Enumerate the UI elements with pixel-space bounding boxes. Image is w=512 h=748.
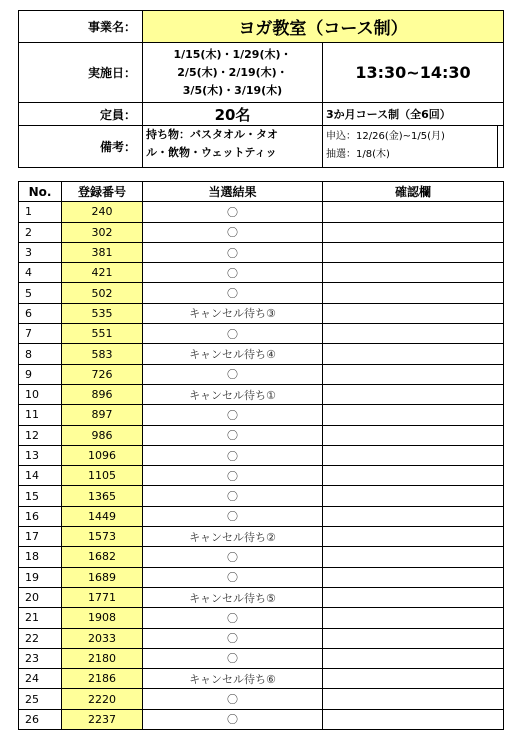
confirmation-cell[interactable]: [323, 303, 504, 323]
table-row: [19, 405, 504, 425]
row-number: 22: [19, 628, 62, 648]
lottery-result: キャンセル待ち②: [143, 527, 323, 547]
confirmation-cell[interactable]: [323, 669, 504, 689]
row-number: 13: [19, 445, 62, 465]
table-row: [19, 547, 504, 567]
table-row: [19, 303, 504, 323]
lottery-result: 〇: [143, 242, 323, 262]
lottery-result: 〇: [143, 364, 323, 384]
confirmation-cell[interactable]: [323, 506, 504, 526]
table-row: [19, 263, 504, 283]
registration-number: 302: [62, 222, 143, 242]
table-body: [19, 202, 504, 730]
confirmation-cell[interactable]: [323, 344, 504, 364]
table-row: [19, 689, 504, 709]
table-row: [19, 587, 504, 607]
col-lottery-result: 当選結果: [143, 182, 323, 202]
label-event-name: 事業名：: [87, 20, 136, 34]
lottery-result: 〇: [143, 486, 323, 506]
confirmation-cell[interactable]: [323, 587, 504, 607]
table-row: [19, 527, 504, 547]
results-table: [18, 181, 504, 730]
lottery-result: 〇: [143, 283, 323, 303]
lottery-result: 〇: [143, 263, 323, 283]
date-line-3: 3/5(木)・3/19(木): [182, 83, 283, 97]
lottery-result: 〇: [143, 445, 323, 465]
lottery-result: キャンセル待ち③: [143, 303, 323, 323]
table-row: [19, 506, 504, 526]
lottery-result: 〇: [143, 405, 323, 425]
apply-info: [323, 126, 497, 167]
registration-number: 1908: [62, 608, 143, 628]
registration-number: 1105: [62, 466, 143, 486]
registration-number: 896: [62, 384, 143, 404]
lottery-result: 〇: [143, 628, 323, 648]
registration-number: 1365: [62, 486, 143, 506]
confirmation-cell[interactable]: [323, 283, 504, 303]
confirmation-cell[interactable]: [323, 709, 504, 729]
confirmation-cell[interactable]: [323, 445, 504, 465]
registration-number: 381: [62, 242, 143, 262]
table-row: [19, 445, 504, 465]
lottery-result: 〇: [143, 202, 323, 222]
col-no: No.: [19, 182, 62, 202]
row-number: 14: [19, 466, 62, 486]
row-number: 9: [19, 364, 62, 384]
registration-number: 240: [62, 202, 143, 222]
lottery-result: 〇: [143, 648, 323, 668]
row-number: 19: [19, 567, 62, 587]
registration-number: 502: [62, 283, 143, 303]
registration-number: 2237: [62, 709, 143, 729]
registration-number: 897: [62, 405, 143, 425]
table-row: [19, 344, 504, 364]
registration-number: 1573: [62, 527, 143, 547]
row-number: 6: [19, 303, 62, 323]
capacity: 20名: [214, 105, 251, 124]
apply-period: 申込：12/26(金)~1/5(月): [326, 131, 445, 142]
registration-number: 2033: [62, 628, 143, 648]
confirmation-cell[interactable]: [323, 405, 504, 425]
event-time: 13:30~14:30: [355, 63, 471, 82]
row-number: 1: [19, 202, 62, 222]
lottery-result: 〇: [143, 709, 323, 729]
registration-number: 421: [62, 263, 143, 283]
lottery-result: キャンセル待ち⑥: [143, 669, 323, 689]
table-row: [19, 324, 504, 344]
lottery-result: 〇: [143, 608, 323, 628]
lottery-result: 〇: [143, 567, 323, 587]
date-line-2: 2/5(木)・2/19(木)・: [177, 65, 288, 79]
confirmation-cell[interactable]: [323, 608, 504, 628]
label-notes: 備考：: [99, 140, 136, 154]
registration-number: 1682: [62, 547, 143, 567]
lottery-result: キャンセル待ち①: [143, 384, 323, 404]
lottery-result: 〇: [143, 506, 323, 526]
row-number: 26: [19, 709, 62, 729]
row-number: 8: [19, 344, 62, 364]
table-row: [19, 283, 504, 303]
confirmation-cell[interactable]: [323, 384, 504, 404]
confirmation-cell[interactable]: [323, 324, 504, 344]
col-confirmation: 確認欄: [323, 182, 504, 202]
registration-number: 1096: [62, 445, 143, 465]
notes-line-2: ル・飲物・ウェットティッ: [146, 146, 277, 159]
row-number: 17: [19, 527, 62, 547]
event-dates: [143, 43, 322, 102]
confirmation-cell[interactable]: [323, 466, 504, 486]
table-row: [19, 222, 504, 242]
row-number: 21: [19, 608, 62, 628]
confirmation-cell[interactable]: [323, 628, 504, 648]
table-header-row: [19, 182, 504, 202]
row-number: 3: [19, 242, 62, 262]
row-number: 7: [19, 324, 62, 344]
row-number: 23: [19, 648, 62, 668]
confirmation-cell[interactable]: [323, 364, 504, 384]
table-row: [19, 202, 504, 222]
table-row: [19, 567, 504, 587]
label-dates: 実施日：: [87, 66, 136, 80]
confirmation-cell[interactable]: [323, 689, 504, 709]
registration-number: 2180: [62, 648, 143, 668]
confirmation-cell[interactable]: [323, 222, 504, 242]
lottery-result: キャンセル待ち⑤: [143, 587, 323, 607]
row-number: 20: [19, 587, 62, 607]
registration-number: 551: [62, 324, 143, 344]
registration-number: 986: [62, 425, 143, 445]
notes-line-1: 持ち物：バスタオル・タオ: [146, 128, 278, 141]
row-number: 24: [19, 669, 62, 689]
confirmation-cell[interactable]: [323, 202, 504, 222]
confirmation-cell[interactable]: [323, 486, 504, 506]
registration-number: 1689: [62, 567, 143, 587]
table-row: [19, 486, 504, 506]
confirmation-cell[interactable]: [323, 527, 504, 547]
confirmation-cell[interactable]: [323, 547, 504, 567]
registration-number: 583: [62, 344, 143, 364]
table-row: [19, 669, 504, 689]
confirmation-cell[interactable]: [323, 425, 504, 445]
row-number: 18: [19, 547, 62, 567]
col-registration-number: 登録番号: [62, 182, 143, 202]
row-number: 5: [19, 283, 62, 303]
confirmation-cell[interactable]: [323, 567, 504, 587]
row-number: 15: [19, 486, 62, 506]
lottery-result: キャンセル待ち④: [143, 344, 323, 364]
registration-number: 1771: [62, 587, 143, 607]
table-row: [19, 466, 504, 486]
registration-number: 1449: [62, 506, 143, 526]
table-row: [19, 364, 504, 384]
lottery-date: 抽選：1/8(木): [326, 149, 390, 160]
row-number: 12: [19, 425, 62, 445]
registration-number: 726: [62, 364, 143, 384]
lottery-result: 〇: [143, 466, 323, 486]
row-number: 4: [19, 263, 62, 283]
row-number: 16: [19, 506, 62, 526]
label-capacity: 定員：: [99, 107, 136, 122]
lottery-result: 〇: [143, 425, 323, 445]
table-row: [19, 608, 504, 628]
lottery-result: 〇: [143, 689, 323, 709]
confirmation-cell[interactable]: [323, 263, 504, 283]
confirmation-cell[interactable]: [323, 242, 504, 262]
event-name: ヨガ教室（コース制）: [143, 11, 503, 42]
row-number: 10: [19, 384, 62, 404]
date-line-1: 1/15(木)・1/29(木)・: [173, 47, 292, 61]
lottery-result: 〇: [143, 324, 323, 344]
row-number: 2: [19, 222, 62, 242]
lottery-result: 〇: [143, 547, 323, 567]
row-number: 11: [19, 405, 62, 425]
confirmation-cell[interactable]: [323, 648, 504, 668]
registration-number: 535: [62, 303, 143, 323]
table-row: [19, 242, 504, 262]
course-type: 3か月コース制（全6回）: [326, 108, 451, 121]
row-number: 25: [19, 689, 62, 709]
notes: [143, 126, 322, 167]
table-row: [19, 628, 504, 648]
registration-number: 2220: [62, 689, 143, 709]
table-row: [19, 425, 504, 445]
table-row: [19, 384, 504, 404]
table-row: [19, 648, 504, 668]
lottery-result: 〇: [143, 222, 323, 242]
registration-number: 2186: [62, 669, 143, 689]
table-row: [19, 709, 504, 729]
